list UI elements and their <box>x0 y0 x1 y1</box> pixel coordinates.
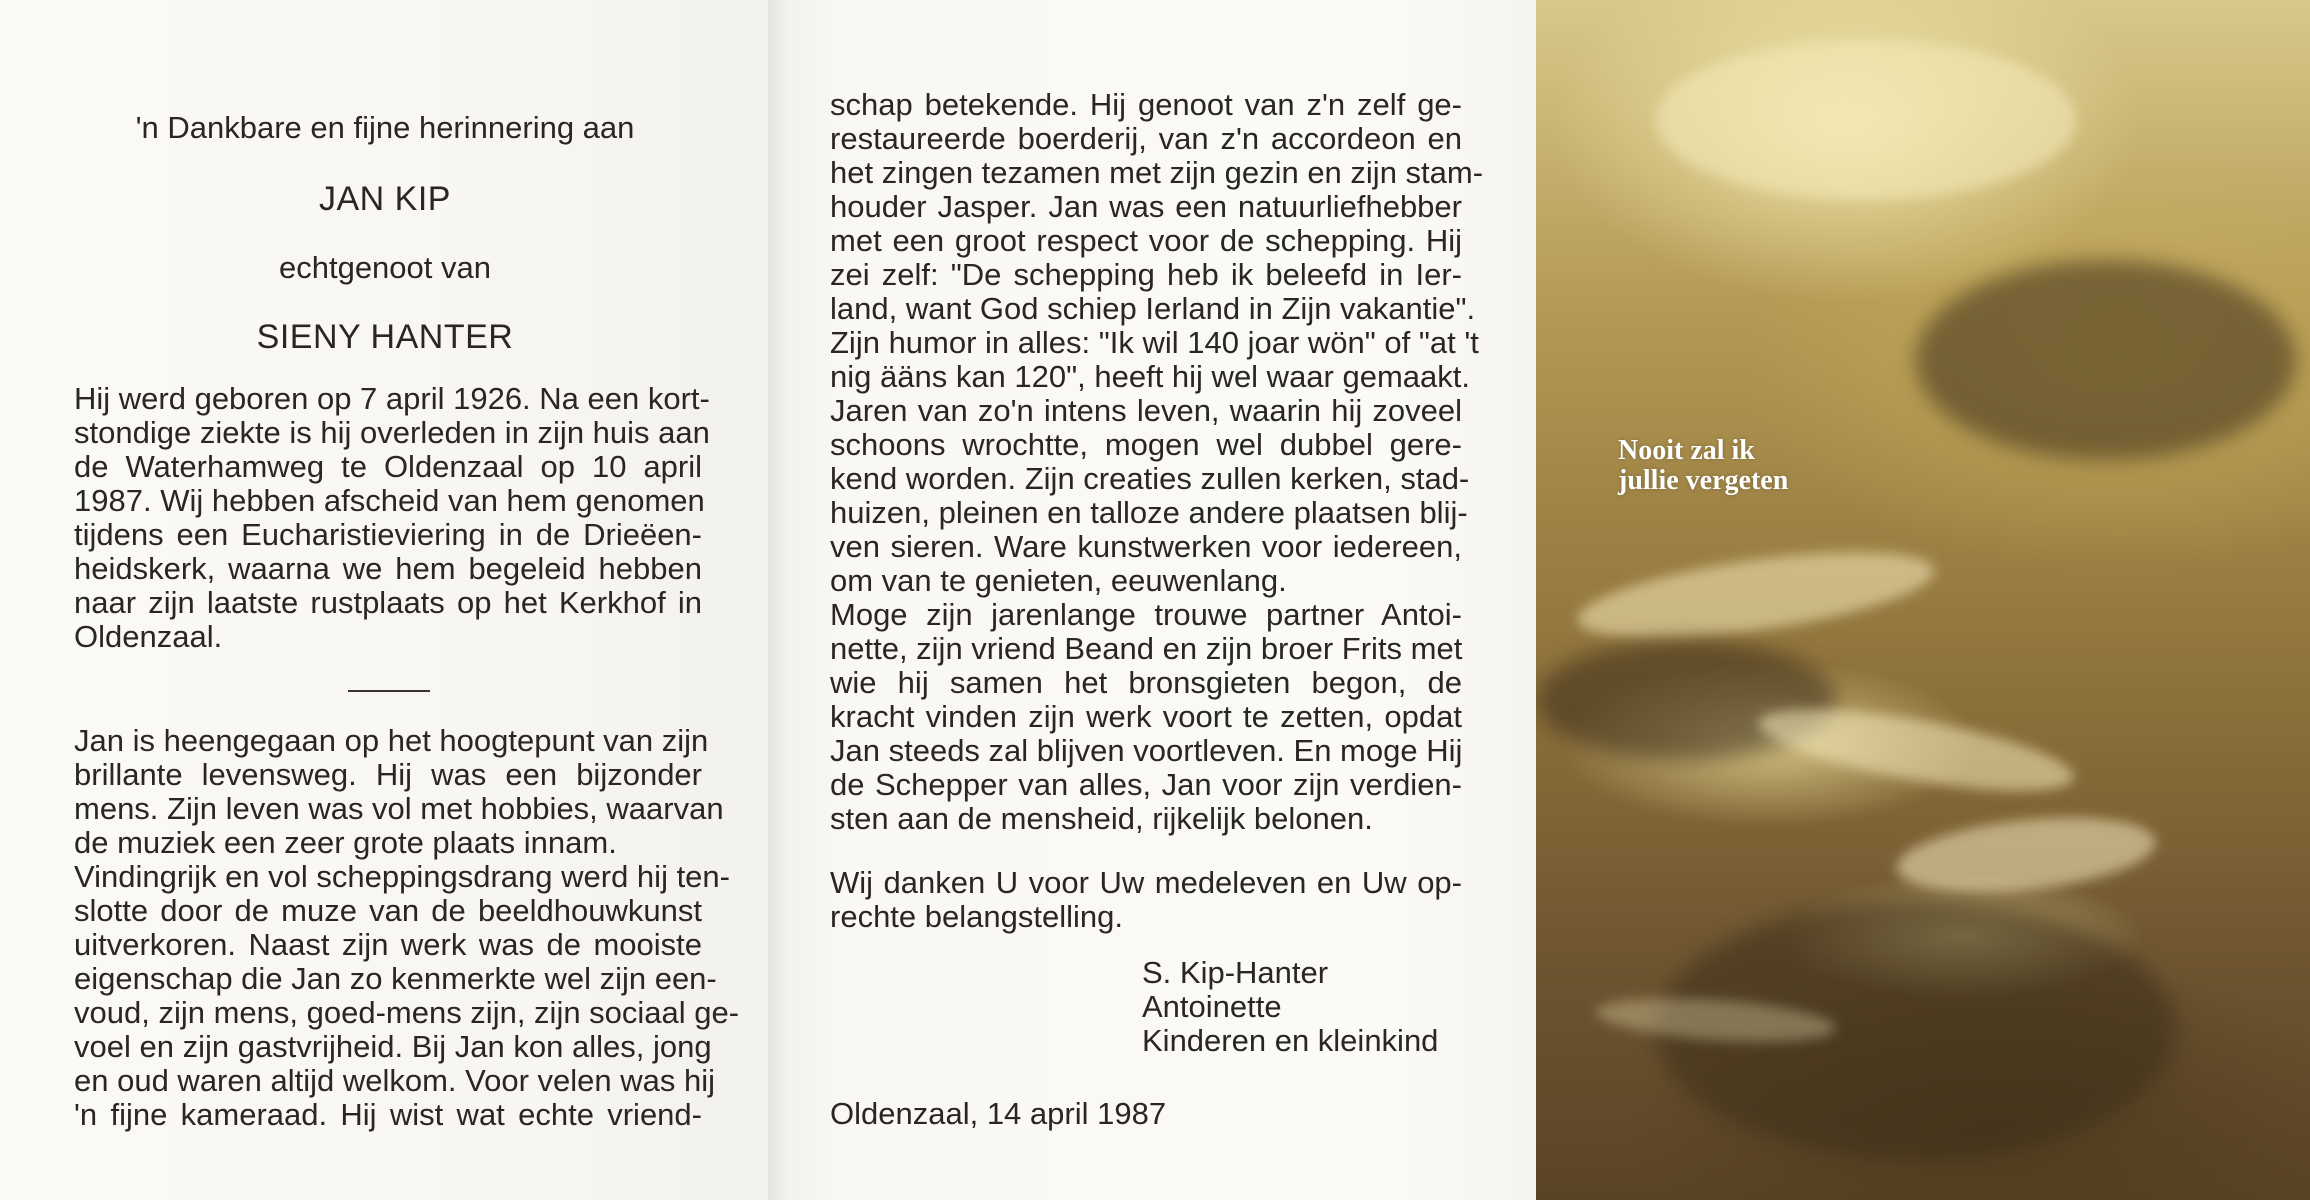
biography-paragraph-1 <box>74 381 710 654</box>
text-line: Jaren van zo'n intens leven, waarin hij zoveel <box>830 393 1462 428</box>
text-line: Jan is heengegaan op het hoogtepunt van zijn <box>74 723 709 758</box>
text-line: voel en zijn gastvrijheid. Bij Jan kon alles, jong <box>74 1029 712 1064</box>
text-line: tijdens een Eucharistieviering in de Drieëen- <box>74 517 702 552</box>
text-line: schap betekende. Hij genoot van z'n zelf ge- <box>830 87 1462 122</box>
text-line: eigenschap die Jan zo kenmerkte wel zijn een- <box>74 961 717 996</box>
thanks-paragraph <box>830 866 1462 934</box>
text-line: kracht vinden zijn werk voort te zetten, opdat <box>830 699 1462 734</box>
text-line: 1987. Wij hebben afscheid van hem genomen <box>74 483 705 518</box>
intro-text: 'n Dankbare en fijne herinnering aan <box>135 110 635 145</box>
text-line: Wij danken U voor Uw medeleven en Uw op- <box>830 865 1462 900</box>
text-line: en oud waren altijd welkom. Voor velen was hij <box>74 1063 716 1098</box>
spouse-label: echtgenoot van <box>278 250 491 285</box>
text-line: nette, zijn vriend Beand en zijn broer Frits met <box>830 631 1463 666</box>
text-line: de muziek een zeer grote plaats innam. <box>74 825 617 860</box>
text-line: stondige ziekte is hij overleden in zijn huis aan <box>74 415 710 450</box>
light-area <box>1656 40 2076 200</box>
text-line: land, want God schiep Ierland in Zijn vakantie". <box>830 291 1476 326</box>
divider-line <box>348 690 430 692</box>
signatures <box>1142 956 1438 1058</box>
light-area <box>1573 535 1939 654</box>
text-line: houder Jasper. Jan was een natuurliefhebber <box>830 189 1462 224</box>
text-line: restaureerde boerderij, van z'n accordeon en <box>830 121 1462 156</box>
text-line: Jan steeds zal blijven voortleven. En moge Hij <box>830 733 1463 768</box>
text-line: voud, zijn mens, goed-mens zijn, zijn sociaal ge- <box>74 995 740 1030</box>
signature-line: S. Kip-Hanter <box>1142 955 1329 990</box>
text-line: nig ääns kan 120", heeft hij wel waar gemaakt. <box>830 359 1470 394</box>
light-area <box>1893 807 2159 904</box>
shadow-area <box>1916 260 2296 460</box>
text-line: ven sieren. Ware kunstwerken voor iedereen, <box>830 529 1462 564</box>
text-line: Oldenzaal. <box>74 619 223 654</box>
text-line: om van te genieten, eeuwenlang. <box>830 563 1287 598</box>
text-line: de Schepper van alles, Jan voor zijn verdien- <box>830 767 1462 802</box>
spouse-name: SIENY HANTER <box>256 318 514 356</box>
place-date: Oldenzaal, 14 april 1987 <box>830 1096 1167 1131</box>
text-line: brillante levensweg. Hij was een bijzonder <box>74 757 702 792</box>
caption-line: Nooit zal ik <box>1618 435 1755 466</box>
text-line: Zijn humor in alles: "Ik wil 140 joar wön" of "at 't <box>830 325 1479 360</box>
signature-line: Antoinette <box>1142 989 1282 1024</box>
biography-paragraph-2 <box>74 723 740 1132</box>
text-line: 'n fijne kameraad. Hij wist wat echte vriend- <box>74 1097 702 1132</box>
text-line: uitverkoren. Naast zijn werk was de mooiste <box>74 927 702 962</box>
card-middle-panel <box>768 0 1536 1200</box>
text-line: heidskerk, waarna we hem begeleid hebben <box>74 551 702 586</box>
text-line: zei zelf: "De schepping heb ik beleefd in Ier- <box>830 257 1462 292</box>
photo-panel <box>1536 0 2310 1200</box>
text-line: huizen, pleinen en talloze andere plaatsen blij- <box>830 495 1468 530</box>
text-line: naar zijn laatste rustplaats op het Kerkhof in <box>74 585 702 620</box>
text-line: wie hij samen het bronsgieten begon, de <box>830 665 1462 700</box>
signature-line: Kinderen en kleinkind <box>1142 1023 1439 1058</box>
caption-line: jullie vergeten <box>1618 465 1789 496</box>
text-line: sten aan de mensheid, rijkelijk belonen. <box>830 801 1373 836</box>
text-line: Moge zijn jarenlange trouwe partner Antoi- <box>830 597 1462 632</box>
text-line: de Waterhamweg te Oldenzaal op 10 april <box>74 449 702 484</box>
text-line: het zingen tezamen met zijn gezin en zijn stam- <box>830 155 1484 190</box>
deceased-name: JAN KIP <box>319 180 451 218</box>
light-area <box>1753 693 2079 808</box>
text-line: rechte belangstelling. <box>830 899 1123 934</box>
text-line: mens. Zijn leven was vol met hobbies, waarvan <box>74 791 724 826</box>
text-line: met een groot respect voor de schepping. Hij <box>830 223 1462 258</box>
card-left-panel <box>0 0 768 1200</box>
text-line: slotte door de muze van de beeldhouwkunst <box>74 893 702 928</box>
text-line: Hij werd geboren op 7 april 1926. Na een kort- <box>74 381 710 416</box>
fold-shadow <box>768 0 788 1200</box>
biography-paragraph-3 <box>830 87 1484 836</box>
text-line: Vindingrijk en vol scheppingsdrang werd hij ten- <box>74 859 730 894</box>
photo-caption <box>1618 436 1788 496</box>
text-line: kend worden. Zijn creaties zullen kerken, stad- <box>830 461 1470 496</box>
text-line: schoons wrochtte, mogen wel dubbel gere- <box>830 427 1462 462</box>
